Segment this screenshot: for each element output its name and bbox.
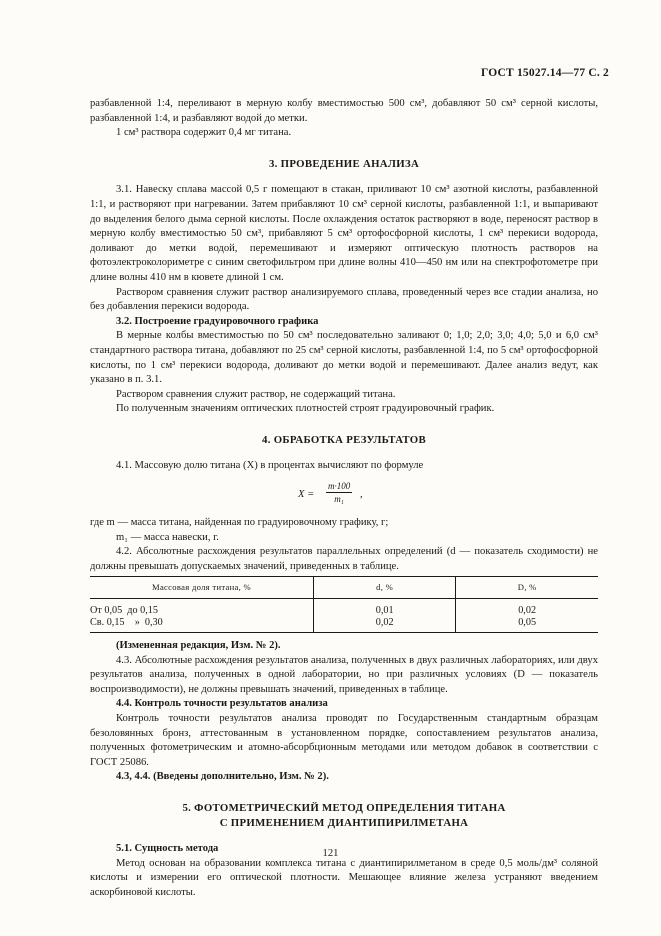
page-content	[90, 97, 598, 901]
subsection-heading: 3.2. Построение градуировочного графика	[116, 315, 319, 327]
paragraph: разбавленной 1:4, переливают в мерную колбу вместимостью 500 см³, добавляют 50 см³ серной кислоты, разбавленной 1:4, и разбавляют водой до метки.	[90, 98, 598, 124]
formula-where: где m — масса титана, найденная по градуировочному графику, г;	[90, 517, 389, 529]
table-row	[90, 599, 598, 618]
table-header: d, %	[314, 577, 456, 599]
formula-numerator: m·100	[328, 481, 351, 492]
edit-note: 4.3, 4.4. (Введены дополнительно, Изм. № 2).	[116, 771, 329, 783]
table-cell: Св. 0,15 » 0,30	[90, 617, 314, 633]
table-cell: 0,02	[456, 599, 598, 618]
table-cell: 0,05	[456, 617, 598, 633]
paragraph: Контроль точности результатов анализа проводят по Государственным стандартным образцам безоловянных бронз, аттестованным в установленном порядке, сопоставлением результатов анализа, полученных фотометрическим и атомно-абсорбционным методами или методом добавок в соответствии с ГОСТ 25086.	[90, 713, 598, 768]
table-header: D, %	[456, 577, 598, 599]
formula	[90, 480, 598, 510]
section-heading-line2: С ПРИМЕНЕНИЕМ ДИАНТИПИРИЛМЕТАНА	[219, 816, 469, 829]
paragraph: 4.1. Массовую долю титана (X) в процентах вычисляют по формуле	[116, 460, 424, 472]
table-row	[90, 617, 598, 633]
edit-note: (Измененная редакция, Изм. № 2).	[116, 640, 281, 652]
tolerance-table	[90, 576, 598, 633]
paragraph: Метод основан на образовании комплекса титана с диантипирилметаном в среде 0,5 моль/дм³ соляной кислоты и измерении его оптической плотности. Мешающее влияние железа устраняют введением аскорбиновой кислоты.	[90, 857, 598, 898]
paragraph: Раствором сравнения служит раствор, не содержащий титана.	[116, 388, 396, 400]
paragraph: 4.2. Абсолютные расхождения результатов параллельных определений (d — показатель сходимости) не должны превышать допускаемых значений, приведенных в таблице.	[90, 546, 598, 572]
table-header: Массовая доля титана, %	[90, 577, 314, 599]
section-heading: 5. ФОТОМЕТРИЧЕСКИЙ МЕТОД ОПРЕДЕЛЕНИЯ ТИТАНА	[182, 801, 506, 814]
formula-where: m₁ — масса навески, г.	[116, 531, 219, 543]
formula-tail: ,	[360, 489, 363, 501]
table-cell: 0,02	[314, 617, 456, 633]
section-heading: 4. ОБРАБОТКА РЕЗУЛЬТАТОВ	[262, 433, 426, 446]
table-cell: 0,01	[314, 599, 456, 618]
page-header: ГОСТ 15027.14—77 С. 2	[481, 67, 609, 79]
formula-denominator: m₁	[334, 494, 344, 505]
paragraph: 3.1. Навеску сплава массой 0,5 г помещают в стакан, приливают 10 см³ азотной кислоты, разбавленной 1:1, и растворяют при нагревании. Затем прибавляют 10 см³ серной кислоты, разбавленной 1:1, и выпаривают до выделения белого дыма серной кислоты. После охлаждения остаток растворяют в воде, переносят раствор в мерную колбу вместимостью 50 см³, прибавляют 5 см³ ортофосфорной кислоты, 1 см³ перекиси водорода, доливают до метки водой, перемешивают и измеряют оптическую плотность растворов на фотоэлектроколориметре с синим светофильтром при длине волны 410—450 нм или на спектрофотометре при длине волны 410 нм в кювете длиной 1 см.	[90, 184, 598, 283]
paragraph: 4.3. Абсолютные расхождения результатов анализа, полученных в двух различных лабораториях, или двух результатов анализа, полученных в одной лаборатории, но при различных условиях (D — показатель воспроизводимости), не должны превышать значений, приведенных в таблице.	[90, 654, 598, 695]
paragraph: В мерные колбы вместимостью по 50 см³ последовательно заливают 0; 1,0; 2,0; 3,0; 4,0; 5,0 и 6,0 см³ стандартного раствора титана, добавляют по 25 см³ серной кислоты, разбавленной 1:4, по 5 см³ ортофосфорной кислоты, по 1 см³ перекиси водорода, доливают до метки водой и перемешивают. Далее анализ ведут, как указано в п. 3.1.	[90, 330, 598, 386]
table-cell: От 0,05 до 0,15	[90, 605, 158, 617]
paragraph: 1 см³ раствора содержит 0,4 мг титана.	[116, 127, 292, 139]
page-number: 121	[322, 848, 339, 859]
section-heading: 3. ПРОВЕДЕНИЕ АНАЛИЗА	[268, 157, 420, 170]
paragraph: По полученным значениям оптических плотностей строят градуировочный график.	[116, 403, 495, 415]
formula-fraction	[326, 480, 352, 505]
paragraph: Раствором сравнения служит раствор анализируемого сплава, проведенный через все стадии анализа, но без добавления перекиси водорода.	[90, 286, 598, 313]
subsection-heading: 4.4. Контроль точности результатов анализа	[116, 698, 328, 710]
formula-lhs: X =	[298, 489, 315, 501]
subsection-heading: 5.1. Сущность метода	[116, 843, 219, 855]
